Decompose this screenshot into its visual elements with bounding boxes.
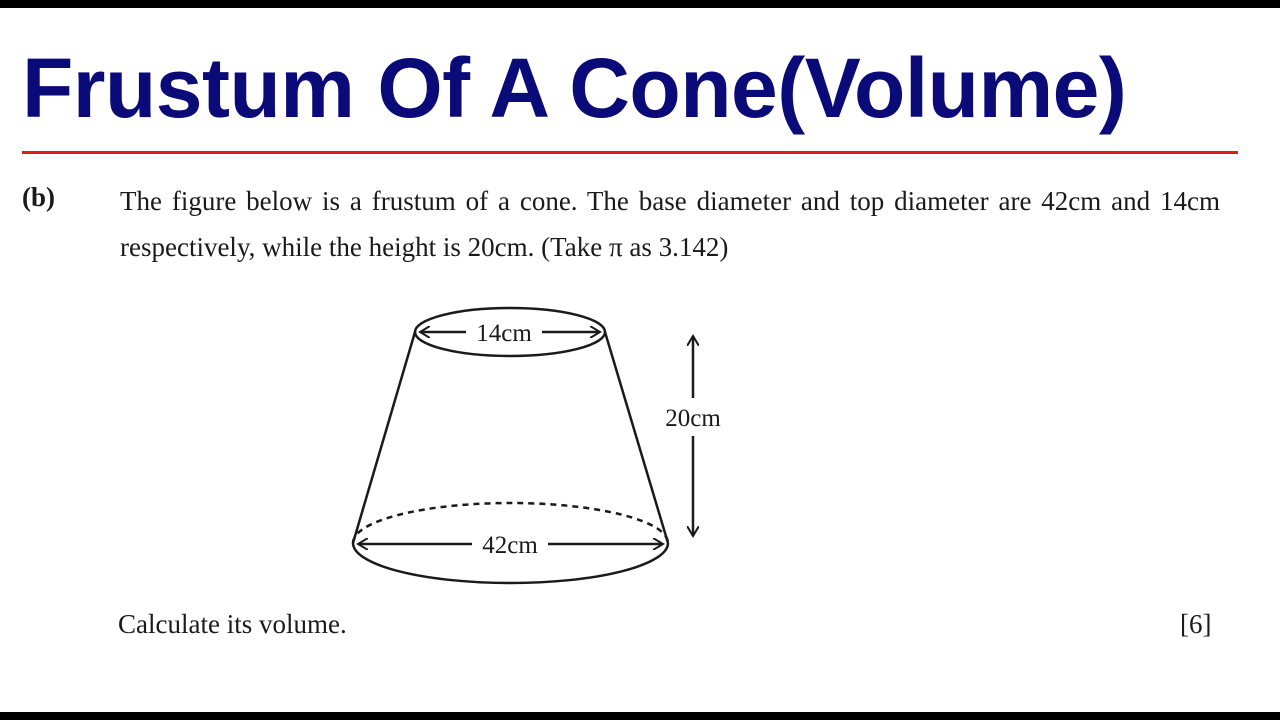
- height-label: 20cm: [665, 405, 721, 432]
- bottom-border: [0, 712, 1280, 720]
- question-label: (b): [22, 182, 55, 212]
- top-diameter-label: 14cm: [476, 320, 532, 347]
- right-side: [605, 332, 668, 543]
- marks-label: [6]: [1180, 609, 1212, 639]
- question-text: The figure below is a frustum of a cone. The base diameter and top diameter are 42cm and 14cm respectively, while the height is 20cm. (Take π as 3.142): [120, 186, 1220, 262]
- question-prompt: Calculate its volume.: [118, 609, 347, 639]
- base-diameter-label: 42cm: [482, 532, 538, 559]
- page-title: Frustum Of A Cone(Volume): [22, 41, 1127, 135]
- left-side: [353, 332, 415, 543]
